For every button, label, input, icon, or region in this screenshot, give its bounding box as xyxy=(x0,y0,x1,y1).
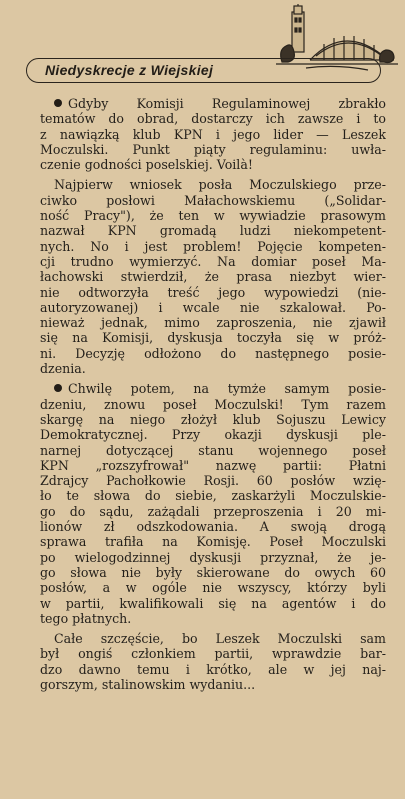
article-line: nazwał KPN gromadą ludzi niekompetent- xyxy=(40,223,386,239)
article-line: lionów zł odszkodowania. A swoją drogą xyxy=(40,519,386,535)
article-line: go słowa nie były skierowane do owych 60 xyxy=(40,564,386,580)
article-line: się na Komisji, dyskusja toczyła się w próż- xyxy=(40,330,386,346)
article-paragraph xyxy=(40,381,386,626)
article-line: nieważ jednak, mimo zaproszenia, nie zjawił xyxy=(40,315,386,331)
article-line: ciwko posłowi Małachowskiemu („Solidar- xyxy=(40,192,386,208)
article-line: posłów, a w ogóle nie wszyscy, którzy byli xyxy=(40,580,386,596)
article-line: ło te słowa do siebie, zaskarżyli Moczulskie- xyxy=(40,488,386,504)
article-line: ni. Decyzję odłożono do następnego posie- xyxy=(40,345,386,361)
article-line: KPN „rozszyfrował" nazwę partii: Płatni xyxy=(40,457,386,473)
article-line: nych. No i jest problem! Pojęcie kompeten- xyxy=(40,238,386,254)
article-line: cji trudno wymierzyć. Na domiar poseł Ma- xyxy=(40,253,386,269)
article-line: Moczulski. Punkt piąty regulaminu: uwła- xyxy=(40,141,386,157)
article-line: skargę na niego złożył klub Sojuszu Lewicy xyxy=(40,411,386,427)
article-line: Gdyby Komisji Regulaminowej zbrakło xyxy=(40,96,386,111)
article-paragraph xyxy=(40,631,386,692)
article-line: narnej dotyczącej stanu wojennego poseł xyxy=(40,442,386,458)
article-line: autoryzowanej) i wcale nie szkalował. Po- xyxy=(40,299,386,315)
article-line: Całe szczęście, bo Leszek Moczulski sam xyxy=(54,631,386,647)
article-line: Demokratycznej. Przy okazji dyskusji ple- xyxy=(40,427,386,443)
article-line: łachowski stwierdził, że prasa niezbyt wier- xyxy=(40,269,386,285)
article-line: czenie godności poselskiej. Voilà! xyxy=(40,157,253,173)
article-line: Chwilę potem, na tymże samym posie- xyxy=(40,381,386,396)
article-line: tego płatnych. xyxy=(40,610,132,626)
article-line: Zdrajcy Pachołkowie Rosji. 60 posłów wzię- xyxy=(40,473,386,489)
article-line: Najpierw wniosek posła Moczulskiego prze- xyxy=(54,177,386,193)
article-line: gorszym, stalinowskim wydaniu... xyxy=(40,676,256,692)
article-line: w partii, kwalifikowali się na agentów i do xyxy=(40,595,386,611)
article-line: tematów do obrad, dostarczy ich zawsze i to xyxy=(40,111,386,127)
article-line: sprawa trafiła na Komisję. Poseł Moczulski xyxy=(40,534,386,550)
article-line: ność Pracy"), że ten w wywiadzie prasowym xyxy=(40,208,386,224)
article-line: dzo dawno temu i krótko, ale w jej naj- xyxy=(40,661,386,677)
bullet-icon xyxy=(54,384,62,392)
article-line: z nawiązką klub KPN i jego lider — Leszek xyxy=(40,126,386,142)
article-line: nie odtworzyła treść jego wypowiedzi (nie- xyxy=(40,284,386,300)
article-line: po wielogodzinnej dyskusji przyznał, że je- xyxy=(40,549,386,565)
article-paragraph xyxy=(40,96,386,172)
article-paragraph xyxy=(40,177,386,376)
column-header-frame xyxy=(26,58,381,83)
article-line: dzenia. xyxy=(40,361,86,377)
article-body xyxy=(40,96,386,697)
article-line: był ongiś członkiem partii, wprawdzie bar- xyxy=(40,646,386,662)
article-line: go do sądu, zażądali przeproszenia i 20 mi- xyxy=(40,503,386,519)
bullet-icon xyxy=(54,99,62,107)
column-title: Niedyskrecje z Wiejskiej xyxy=(45,62,214,78)
article-line: dzeniu, znowu poseł Moczulski! Tym razem xyxy=(40,396,386,412)
